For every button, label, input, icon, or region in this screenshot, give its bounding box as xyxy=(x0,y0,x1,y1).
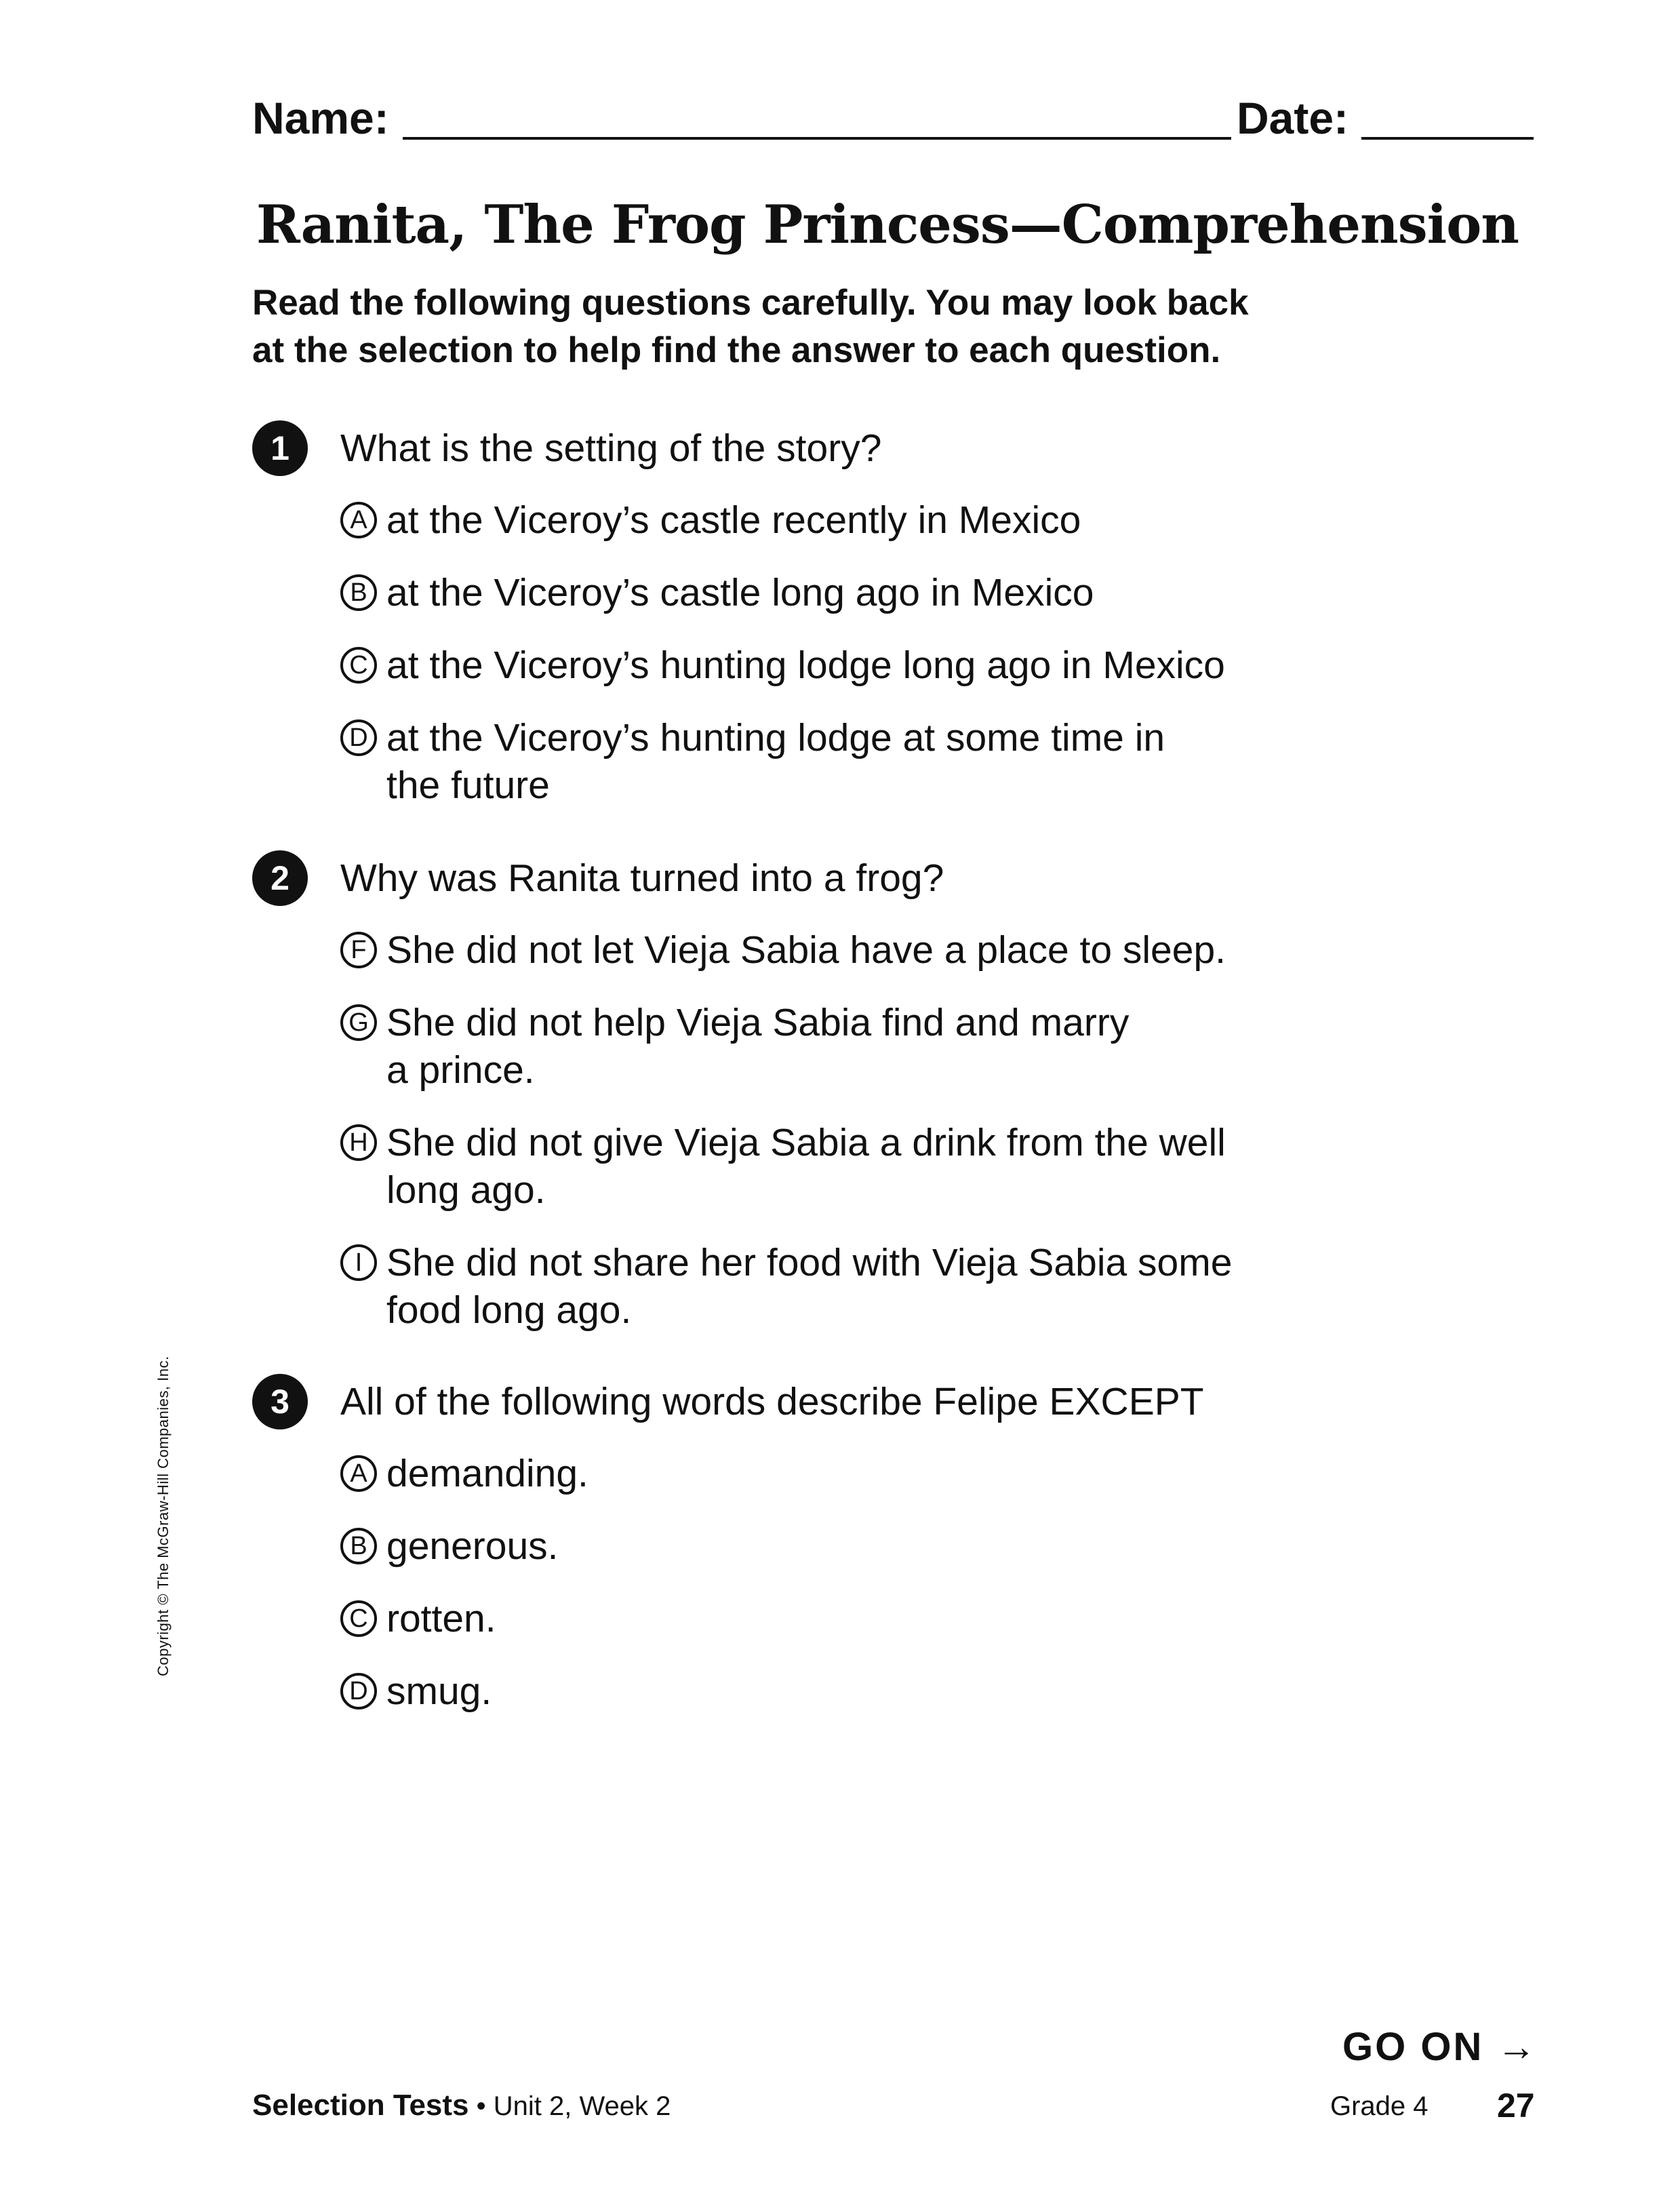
footer-book-info xyxy=(252,2089,671,2122)
answer-text: generous. xyxy=(386,1524,559,1568)
instructions xyxy=(252,279,1405,374)
footer-unit: Unit 2, Week 2 xyxy=(493,2091,671,2121)
answer-bubble[interactable]: I xyxy=(340,1244,377,1281)
answer-text-line-2: a prince. xyxy=(386,1048,535,1092)
instructions-line-1: Read the following questions carefully. You may look back xyxy=(252,283,1249,323)
answer-text xyxy=(386,714,1390,809)
go-on-indicator: GO ON → xyxy=(1342,2025,1538,2069)
answer-text-line-1: She did not give Vieja Sabia a drink from the well xyxy=(386,1121,1226,1164)
answer-bubble[interactable]: G xyxy=(340,1004,377,1041)
answer-text-line-2: long ago. xyxy=(386,1168,546,1212)
answer-text: at the Viceroy’s hunting lodge long ago in Mexico xyxy=(386,644,1225,687)
name-blank-line[interactable] xyxy=(403,137,1231,140)
instructions-line-2: at the selection to help find the answer to each question. xyxy=(252,330,1221,370)
answer-text-line-1: She did not share her food with Vieja Sabia some xyxy=(386,1241,1233,1284)
answer-text: She did not let Vieja Sabia have a place to sleep. xyxy=(386,928,1226,972)
answer-text: demanding. xyxy=(386,1452,588,1495)
name-label: Name: xyxy=(252,93,389,143)
page-title: Ranita, The Frog Princess—Comprehension xyxy=(256,194,1519,256)
question-number-badge: 1 xyxy=(252,420,308,476)
answer-text: rotten. xyxy=(386,1597,496,1640)
page-footer xyxy=(252,2089,1534,2136)
answer-text-line-2: food long ago. xyxy=(386,1288,632,1332)
question-text: Why was Ranita turned into a frog? xyxy=(340,856,944,900)
answer-bubble[interactable]: D xyxy=(340,719,377,756)
answer-bubble[interactable]: B xyxy=(340,574,377,611)
answer-bubble[interactable]: A xyxy=(340,1455,377,1492)
answer-bubble[interactable]: C xyxy=(340,1600,377,1637)
footer-grade: Grade 4 xyxy=(1330,2091,1429,2121)
answer-bubble[interactable]: B xyxy=(340,1528,377,1564)
question-number-badge: 3 xyxy=(252,1374,308,1429)
answer-bubble[interactable]: D xyxy=(340,1673,377,1710)
answer-text xyxy=(386,1119,1390,1214)
footer-book-title: Selection Tests xyxy=(252,2089,469,2122)
answer-text: at the Viceroy’s castle long ago in Mexico xyxy=(386,571,1094,614)
question-text: All of the following words describe Felipe EXCEPT xyxy=(340,1380,1204,1423)
footer-separator: • xyxy=(468,2091,494,2121)
answer-bubble[interactable]: F xyxy=(340,932,377,968)
name-date-row xyxy=(252,87,1534,148)
question-number-badge: 2 xyxy=(252,850,308,906)
copyright-notice: Copyright © The McGraw-Hill Companies, Inc. xyxy=(155,1356,172,1676)
answer-text xyxy=(386,999,1390,1094)
answer-text xyxy=(386,1239,1390,1334)
answer-text: smug. xyxy=(386,1670,492,1713)
answer-text-line-1: at the Viceroy’s hunting lodge at some time in xyxy=(386,716,1165,759)
date-blank-line[interactable] xyxy=(1361,137,1534,140)
answer-text-line-2: the future xyxy=(386,764,550,807)
answer-bubble[interactable]: H xyxy=(340,1124,377,1161)
question-text: What is the setting of the story? xyxy=(340,427,882,470)
answer-text-line-1: She did not help Vieja Sabia find and marry xyxy=(386,1001,1130,1044)
answer-bubble[interactable]: A xyxy=(340,502,377,538)
answer-bubble[interactable]: C xyxy=(340,647,377,684)
page-number: 27 xyxy=(1497,2087,1535,2125)
date-label: Date: xyxy=(1237,93,1349,143)
answer-text: at the Viceroy’s castle recently in Mexico xyxy=(386,498,1081,542)
